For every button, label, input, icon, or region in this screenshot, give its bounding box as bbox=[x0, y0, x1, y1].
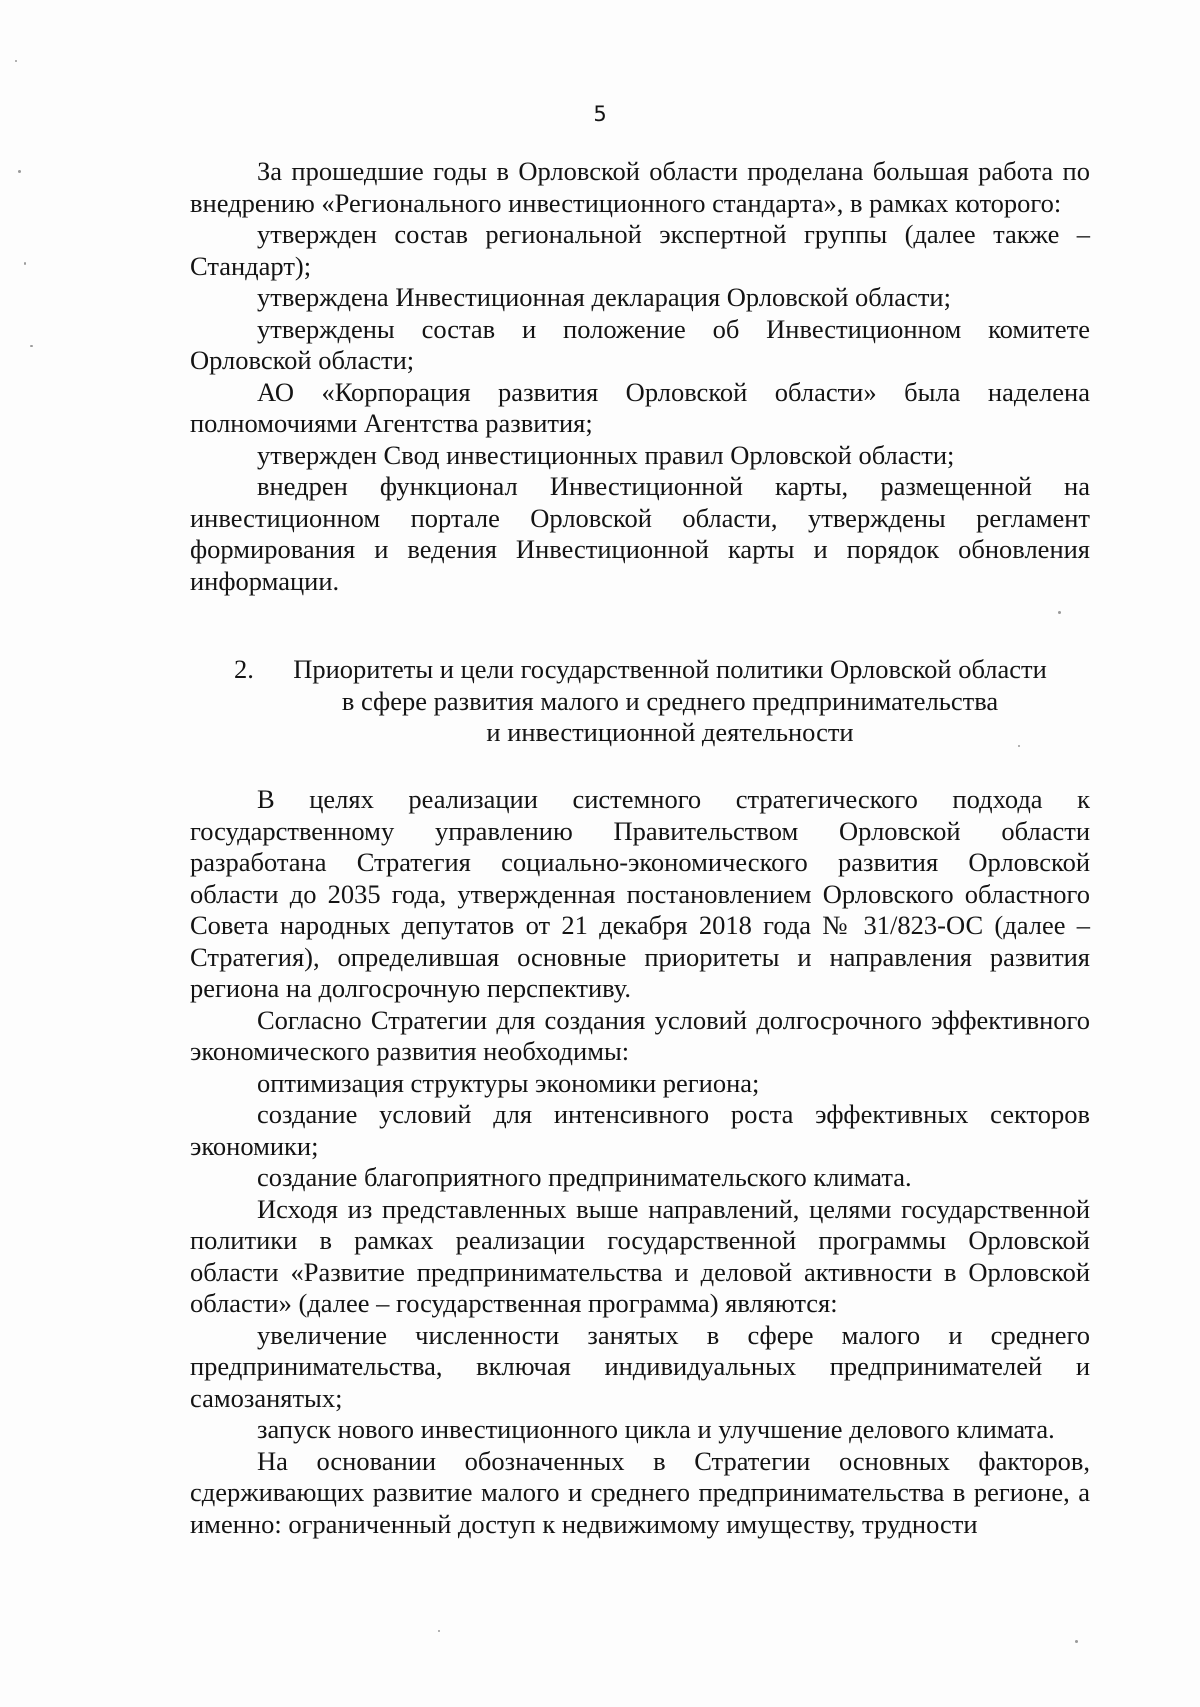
paragraph: В целях реализации системного стратегического подхода к государственному управлению Правительством Орловской области разработана Стратегия социально-экономического развития Орловской области до 2035 года, утвержденная постановлением Орловского областного Совета народных депутатов от 21 декабря 2018 года № 31/823-ОС (далее – Стратегия), определившая основные приоритеты и направления развития региона на долгосрочную перспективу. bbox=[190, 784, 1090, 1003]
paragraph: запуск нового инвестиционного цикла и улучшение делового климата. bbox=[257, 1414, 1055, 1444]
scan-speck bbox=[1075, 1640, 1078, 1643]
paragraph: внедрен функционал Инвестиционной карты, размещенной на инвестиционном портале Орловской области, утверждены регламент формирования и ведения Инвестиционной карты и порядок обновления информации. bbox=[190, 471, 1090, 596]
paragraph: На основании обозначенных в Стратегии основных факторов, сдерживающих развитие малого и среднего предпринимательства в регионе, а именно: ограниченный доступ к недвижимому имуществу, трудности bbox=[190, 1445, 1090, 1539]
intro-text bbox=[190, 156, 1090, 597]
scan-speck bbox=[1018, 745, 1020, 747]
strategy-text bbox=[190, 784, 1090, 1540]
paragraph: утвержден состав региональной экспертной группы (далее также – Стандарт); bbox=[190, 219, 1090, 281]
paragraph: утвержден Свод инвестиционных правил Орловской области; bbox=[257, 439, 955, 470]
section-title-line: Приоритеты и цели государственной политики Орловской области bbox=[293, 654, 1047, 684]
scan-speck bbox=[24, 262, 26, 265]
section-heading bbox=[220, 654, 1120, 749]
paragraph: Согласно Стратегии для создания условий долгосрочного эффективного экономического развития необходимы: bbox=[190, 1004, 1090, 1066]
section-title-line: и инвестиционной деятельности bbox=[486, 717, 854, 747]
paragraph: АО «Корпорация развития Орловской области» была наделена полномочиями Агентства развития; bbox=[190, 376, 1090, 438]
paragraph: утверждена Инвестиционная декларация Орловской области; bbox=[257, 282, 951, 312]
section-number: 2. bbox=[234, 654, 254, 684]
paragraph: создание условий для интенсивного роста эффективных секторов экономики; bbox=[190, 1099, 1090, 1161]
page-number: 5 bbox=[593, 102, 607, 126]
paragraph: оптимизация структуры экономики региона; bbox=[257, 1067, 760, 1098]
section-title-line: в сфере развития малого и среднего предпринимательства bbox=[341, 685, 999, 716]
paragraph: За прошедшие годы в Орловской области проделана большая работа по внедрению «Регионального инвестиционного стандарта», в рамках которого: bbox=[190, 156, 1090, 218]
scan-speck bbox=[15, 60, 17, 62]
scan-speck bbox=[438, 1630, 440, 1632]
scan-speck bbox=[18, 170, 21, 173]
scan-speck bbox=[30, 345, 33, 347]
paragraph: увеличение численности занятых в сфере малого и среднего предпринимательства, включая индивидуальных предпринимателей и самозанятых; bbox=[190, 1319, 1090, 1413]
paragraph: создание благоприятного предпринимательского климата. bbox=[257, 1162, 912, 1192]
paragraph: утверждены состав и положение об Инвестиционном комитете Орловской области; bbox=[190, 313, 1090, 375]
scan-speck bbox=[1058, 611, 1061, 614]
paragraph: Исходя из представленных выше направлений, целями государственной политики в рамках реализации государственной программы Орловской области «Развитие предпринимательства и деловой активности в Орловской области» (далее – государственная программа) являются: bbox=[190, 1193, 1090, 1318]
